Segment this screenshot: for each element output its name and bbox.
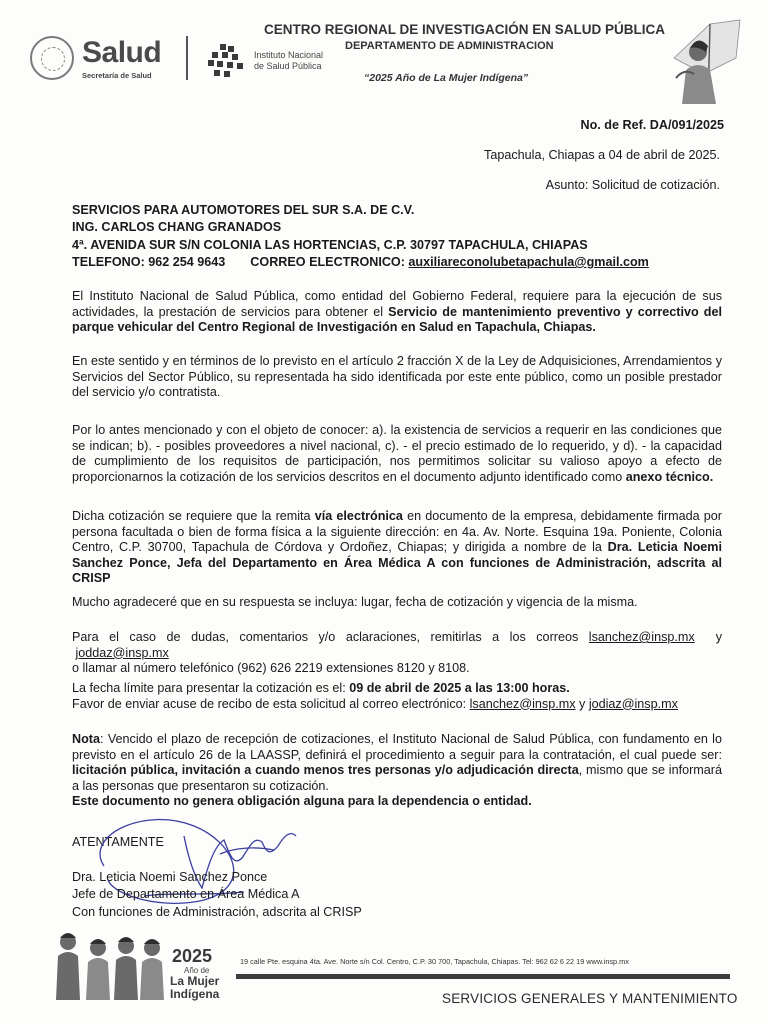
insp-logo-text <box>254 50 323 72</box>
footer-year: 2025 <box>172 946 213 966</box>
paragraph-5: Mucho agradeceré que en su respuesta se incluya: lugar, fecha de cotización y vigencia de la misma. <box>72 595 638 609</box>
place-date: Tapachula, Chiapas a 04 de abril de 2025. <box>484 148 720 162</box>
paragraph-4-electronic: vía electrónica <box>314 509 403 523</box>
paragraph-4-text-a: Dicha cotización se requiere que la remita <box>72 509 315 523</box>
recipient-address: 4ª. AVENIDA SUR S/N COLONIA LAS HORTENCIAS, C.P. 30797 TAPACHULA, CHIAPAS <box>72 238 588 252</box>
subject: Asunto: Solicitud de cotización. <box>545 178 720 192</box>
paragraph-4-addressee: Dra. Leticia Noemi Sanchez Ponce, Jefa del Departamento en Área Médica A con funciones de Administración, adscrita al CRISP <box>72 540 722 585</box>
year-motto: “2025 Año de La Mujer Indígena” <box>364 72 529 84</box>
deadline-text: La fecha límite para presentar la cotización es el: <box>72 681 350 695</box>
receipt-text: Favor de enviar acuse de recibo de esta solicitud al correo electrónico: <box>72 696 470 711</box>
paragraph-2: En este sentido y en términos de lo previsto en el artículo 2 fracción X de la Ley de Adquisiciones, Arrendamientos y Servicios del Sector Público, su representada ha sido identificada por este ente público, como un posible prestador del servicio y/o contratista. <box>72 354 722 399</box>
mexico-seal-icon <box>30 36 74 80</box>
insp-logo-line1: Instituto Nacional <box>254 50 324 60</box>
conjunction-y-2: y <box>579 696 586 711</box>
email-link-joddaz[interactable]: joddaz@insp.mx <box>75 645 169 660</box>
footer-service-name: SERVICIOS GENERALES Y MANTENIMIENTO <box>442 991 738 1006</box>
footer-address: 19 calle Pte. esquina 4ta. Ave. Norte s/n Col. Centro, C.P. 30 700, Tapachula, Chiapas. Tel: 962 62 6 22 19 www.insp.mx <box>240 957 629 966</box>
footer-mujer-indigena <box>170 975 219 1001</box>
paragraph-4 <box>72 509 722 587</box>
salud-logo-subtitle: Secretaría de Salud <box>82 71 152 80</box>
insp-mark-icon <box>208 44 244 78</box>
signer-name: Dra. Leticia Noemi Sanchez Ponce <box>72 870 268 884</box>
paragraph-7 <box>72 681 722 712</box>
closing: ATENTAMENTE <box>72 835 164 849</box>
recipient-email-label: CORREO ELECTRONICO: <box>250 255 405 269</box>
footer-divider <box>236 974 730 979</box>
recipient-email-link[interactable]: auxiliareconolubetapachula@gmail.com <box>408 255 649 269</box>
insp-logo <box>208 44 328 78</box>
note-disclaimer: Este documento no genera obligación alguna para la dependencia o entidad. <box>72 794 532 808</box>
note-text-c: , mismo que se informará a las personas que presentaron su cotización. <box>72 763 722 793</box>
salud-logo <box>30 34 190 82</box>
recipient-contact <box>72 255 649 269</box>
signer-title-2: Con funciones de Administración, adscrita al CRISP <box>72 905 362 919</box>
email-link-lsanchez[interactable]: lsanchez@insp.mx <box>588 630 695 644</box>
paragraph-3-annex: anexo técnico. <box>625 469 714 484</box>
recipient-company: SERVICIOS PARA AUTOMOTORES DEL SUR S.A. DE C.V. <box>72 203 415 217</box>
paragraph-3-text: Por lo antes mencionado y con el objeto de conocer: a). la existencia de servicios a requerir en las condiciones que se indican; b). - posibles proveedores a nivel nacional, c). - el precio estimado de lo requerido, y d). - la capacidad de cumplimiento de los requisitos de participación, nos permitimos solicitar su valioso apoyo a efecto de proporcionarnos la cotización de los servicios descritos en el documento adjunto identificado como <box>72 423 722 484</box>
indigenous-women-illustration <box>50 928 170 1000</box>
recipient-phone: TELEFONO: 962 254 9643 <box>72 255 226 269</box>
department-title: DEPARTAMENTO DE ADMINISTRACION <box>345 40 554 52</box>
paragraph-1 <box>72 289 722 336</box>
paragraph-6 <box>72 630 722 677</box>
footer-ano-de: Año de <box>184 966 210 975</box>
deadline-date: 09 de abril de 2025 a las 13:00 horas. <box>349 681 570 695</box>
note-procedures: licitación pública, invitación a cuando menos tres personas y/o adjudicación directa <box>72 763 579 777</box>
paragraph-1-text: El Instituto Nacional de Salud Pública, como entidad del Gobierno Federal, requiere para la ejecución de sus actividades, la prestación de servicios para obtener el <box>72 289 722 319</box>
insp-logo-line2: de Salud Pública <box>254 61 322 71</box>
note-text-a: : Vencido el plazo de recepción de cotizaciones, el Instituto Nacional de Salud Pública, con fundamento en lo previsto en el artículo 26 de la LAASSP, definirá el procedimiento a seguir para la contratación, el cual puede ser: <box>72 732 722 762</box>
paragraph-6-phone: o llamar al número telefónico (962) 626 2219 extensiones 8120 y 8108. <box>72 661 470 675</box>
footer-mujer-line2: Indígena <box>170 987 220 1001</box>
paragraph-1-service: Servicio de mantenimiento preventivo y correctivo del parque vehicular del Centro Regional de Investigación en Salud en Tapachula, Chiapas. <box>72 304 722 334</box>
email-link-lsanchez-2[interactable]: lsanchez@insp.mx <box>469 696 576 711</box>
salud-logo-text: Salud <box>82 36 162 69</box>
indigenous-woman-flag-image <box>664 18 744 104</box>
recipient-person: ING. CARLOS CHANG GRANADOS <box>72 220 282 234</box>
paragraph-6-text: Para el caso de dudas, comentarios y/o aclaraciones, remitirlas a los correos <box>72 630 589 644</box>
footer-mujer-line1: La Mujer <box>170 974 220 988</box>
center-title: CENTRO REGIONAL DE INVESTIGACIÓN EN SALUD PÚBLICA <box>264 22 666 37</box>
paragraph-4-text-c: en documento de la empresa, debidamente firmada por persona facultada o bien de forma física a la siguiente dirección: en 4a. Av. Norte. Esquina 19a. Poniente, Colonia Centro, C.P. 30700, Tapachula de Córdova y Ordoñez, Chiapas; y dirigida a nombre de la <box>72 509 722 554</box>
reference-number: No. de Ref. DA/091/2025 <box>580 118 724 132</box>
logo-divider <box>186 36 188 80</box>
conjunction-y: y <box>715 630 722 644</box>
signer-title-1: Jefe de Departamento en Área Médica A <box>72 887 300 901</box>
paragraph-3 <box>72 423 722 485</box>
note-label: Nota <box>72 732 100 746</box>
email-link-jodiaz[interactable]: jodiaz@insp.mx <box>588 696 678 711</box>
